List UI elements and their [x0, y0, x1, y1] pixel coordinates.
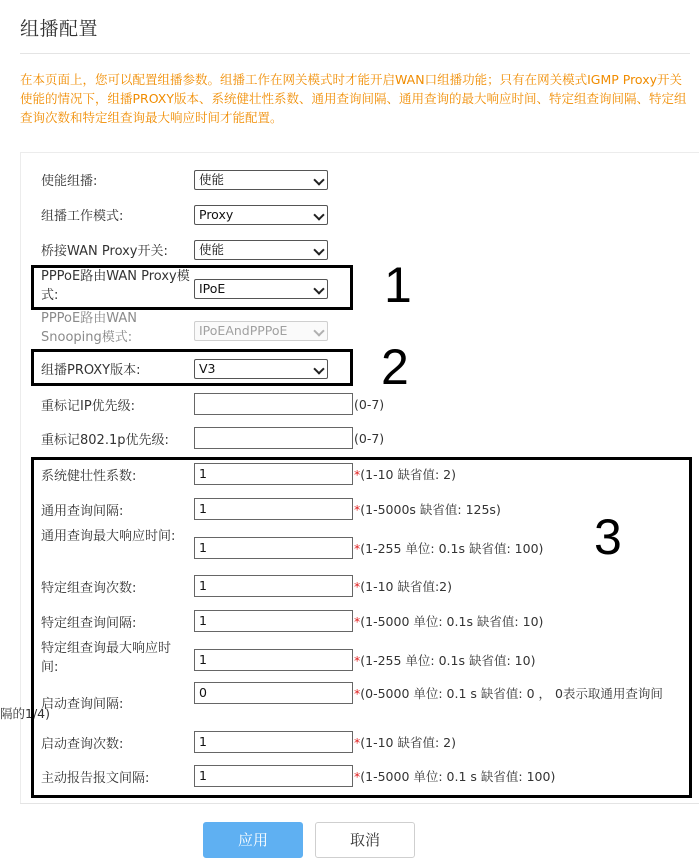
enable-multicast-label: 使能组播: [41, 174, 98, 189]
apply-button[interactable]: 应用 [203, 822, 303, 858]
remark-8021p-priority-input[interactable] [194, 427, 353, 449]
required-mark: * [354, 686, 361, 701]
annotation-number-2: 2 [381, 339, 409, 395]
bridge-wan-proxy-select[interactable] [194, 240, 328, 260]
specific-query-count-input[interactable]: 1 [194, 575, 353, 597]
page-title: 组播配置 [20, 18, 99, 40]
specific-query-interval-input[interactable]: 1 [194, 610, 353, 632]
pppoe-wan-snooping-mode-label: PPPoE路由WAN Snooping模式: [41, 311, 137, 345]
bridge-wan-proxy-value: 使能 [199, 242, 225, 257]
annotation-number-1: 1 [384, 257, 412, 313]
robustness-hint-text: (1-10 缺省值: 2) [360, 467, 456, 482]
startup-query-count-label: 启动查询次数: [41, 737, 124, 752]
work-mode-select[interactable] [194, 205, 328, 225]
chevron-down-icon [313, 244, 324, 255]
required-mark: * [354, 614, 361, 629]
annotation-number-3: 3 [594, 509, 622, 565]
pppoe-wan-proxy-mode-label: PPPoE路由WAN Proxy模式: [41, 269, 190, 303]
remark-8021p-priority-hint: (0-7) [354, 431, 385, 446]
specific-query-count-hint-text: (1-10 缺省值:2) [360, 579, 453, 594]
page-description: 在本页面上，您可以配置组播参数。组播工作在网关模式时才能开启WAN口组播功能；只有在网关模式IGMP Proxy开关使能的情况下，组播PROXY版本、系统健壮性系数、通用查询间隔、通用查询的最大响应时间、特定组查询间隔、特定组查询次数和特定组查询最大响应时间才能配置。 [20, 72, 687, 125]
work-mode-label: 组播工作模式: [41, 209, 124, 224]
proxy-version-value: V3 [199, 361, 216, 376]
required-mark: * [354, 579, 361, 594]
required-mark: * [354, 769, 361, 784]
pppoe-wan-snooping-mode-value: IPoEAndPPPoE [199, 323, 288, 338]
chevron-down-icon [313, 209, 324, 220]
annotation-box-3 [31, 457, 692, 798]
enable-multicast-value: 使能 [199, 172, 225, 187]
startup-query-interval-hint-wrap: 隔的1/4) [0, 706, 50, 721]
general-query-max-resp-hint-text: (1-255 单位: 0.1s 缺省值: 100) [360, 541, 544, 556]
robustness-label: 系统健壮性系数: [41, 469, 137, 484]
remark-8021p-priority-label: 重标记802.1p优先级: [41, 433, 169, 448]
pppoe-wan-snooping-mode-select [194, 321, 328, 341]
required-mark: * [354, 653, 361, 668]
startup-query-interval-hint-text: (0-5000 单位: 0.1 s 缺省值: 0 ， 0表示取通用查询间 [360, 686, 663, 701]
annotation-box-2 [31, 349, 353, 386]
general-query-max-resp-input[interactable]: 1 [194, 537, 353, 559]
specific-query-count-label: 特定组查询次数: [41, 581, 137, 596]
title-divider [20, 53, 690, 54]
enable-multicast-select[interactable] [194, 170, 328, 190]
general-query-max-resp-label: 通用查询最大响应时间: [41, 529, 176, 544]
specific-query-max-resp-input[interactable]: 1 [194, 649, 353, 671]
specific-query-max-resp-label: 特定组查询最大响应时间: [41, 641, 172, 675]
unsolicited-report-interval-input[interactable]: 1 [194, 765, 353, 787]
startup-query-count-hint-text: (1-10 缺省值: 2) [360, 735, 456, 750]
specific-query-max-resp-hint-text: (1-255 单位: 0.1s 缺省值: 10) [360, 653, 536, 668]
unsolicited-report-interval-hint-text: (1-5000 单位: 0.1 s 缺省值: 100) [360, 769, 556, 784]
remark-ip-priority-input[interactable] [194, 393, 353, 415]
remark-ip-priority-hint: (0-7) [354, 397, 385, 412]
required-mark: * [354, 541, 361, 556]
remark-ip-priority-label: 重标记IP优先级: [41, 399, 136, 414]
bridge-wan-proxy-label: 桥接WAN Proxy开关: [41, 244, 168, 259]
required-mark: * [354, 735, 361, 750]
required-mark: * [354, 467, 361, 482]
startup-query-interval-label: 启动查询间隔: [41, 697, 124, 712]
proxy-version-label: 组播PROXY版本: [41, 363, 141, 378]
chevron-down-icon [313, 325, 324, 336]
unsolicited-report-interval-label: 主动报告报文间隔: [41, 771, 150, 786]
startup-query-interval-input[interactable]: 0 [194, 682, 353, 704]
general-query-interval-label: 通用查询间隔: [41, 504, 124, 519]
work-mode-value: Proxy [199, 207, 234, 222]
pppoe-wan-proxy-mode-value: IPoE [199, 281, 226, 296]
specific-query-interval-hint-text: (1-5000 单位: 0.1s 缺省值: 10) [360, 614, 544, 629]
specific-query-interval-label: 特定组查询间隔: [41, 616, 137, 631]
required-mark: * [354, 502, 361, 517]
general-query-interval-input[interactable]: 1 [194, 498, 353, 520]
startup-query-count-input[interactable]: 1 [194, 731, 353, 753]
robustness-input[interactable]: 1 [194, 463, 353, 485]
general-query-interval-hint-text: (1-5000s 缺省值: 125s) [360, 502, 501, 517]
cancel-button[interactable]: 取消 [315, 822, 415, 858]
chevron-down-icon [313, 174, 324, 185]
annotation-box-1 [31, 265, 353, 310]
